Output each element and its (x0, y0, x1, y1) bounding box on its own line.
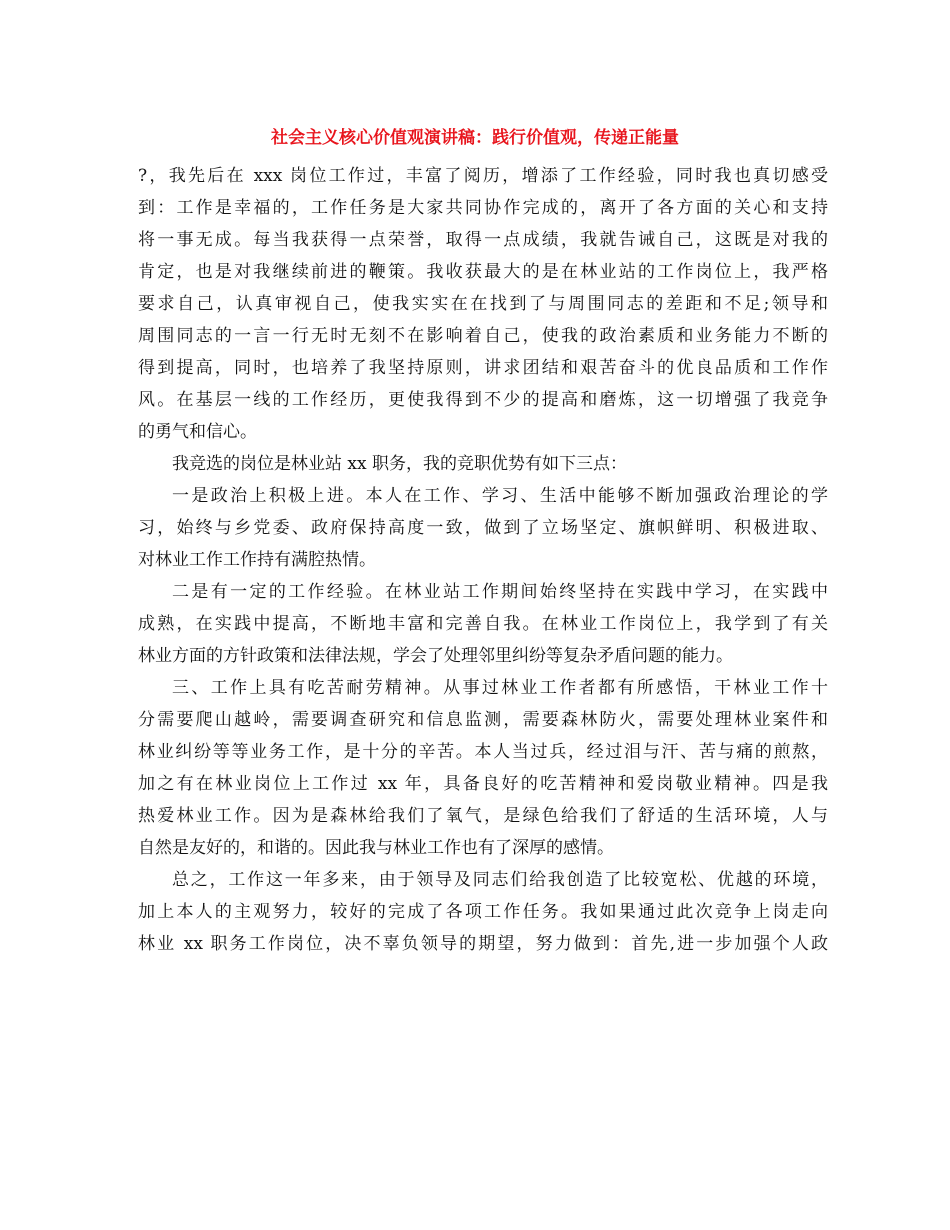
text-line: 的勇气和信心。 (138, 422, 257, 442)
text-line: 风。在基层一线的工作经历，更使我得到不少的提高和磨炼，这一切增强了我竞争 (138, 390, 828, 410)
text-line: 加之有在林业岗位上工作过 xx 年，具备良好的吃苦精神和爱岗敬业精神。四是我 (138, 774, 828, 794)
text-line: 习，始终与乡党委、政府保持高度一致，做到了立场坚定、旗帜鲜明、积极进取、 (138, 518, 828, 538)
text-line: ?，我先后在 xxx 岗位工作过，丰富了阅历，增添了工作经验，同时我也真切感受 (138, 166, 828, 186)
text-line: 自然是友好的，和谐的。因此我与林业工作也有了深厚的感情。 (138, 838, 614, 858)
text-line: 二是有一定的工作经验。在林业站工作期间始终坚持在实践中学习，在实践中 (172, 582, 828, 602)
paragraph-6 (138, 864, 828, 960)
text-line: 到：工作是幸福的，工作任务是大家共同协作完成的，离开了各方面的关心和支持 (138, 198, 828, 218)
text-line: 将一事无成。每当我获得一点荣誉，取得一点成绩，我就告诫自己，这既是对我的 (138, 230, 828, 250)
text-line: 成熟，在实践中提高，不断地丰富和完善自我。在林业工作岗位上，我学到了有关 (138, 614, 828, 634)
paragraph-3 (138, 480, 828, 576)
paragraph-1 (138, 160, 828, 448)
text-line: 加上本人的主观努力，较好的完成了各项工作任务。我如果通过此次竞争上岗走向 (138, 902, 828, 922)
paragraph-5 (138, 672, 828, 864)
text-line: 得到提高，同时，也培养了我坚持原则，讲求团结和艰苦奋斗的优良品质和工作作 (138, 358, 828, 378)
text-line: 总之，工作这一年多来，由于领导及同志们给我创造了比较宽松、优越的环境， (172, 870, 828, 890)
text-line: 一是政治上积极上进。本人在工作、学习、生活中能够不断加强政治理论的学 (172, 486, 828, 506)
text-line: 热爱林业工作。因为是森林给我们了氧气，是绿色给我们了舒适的生活环境，人与 (138, 806, 828, 826)
text-line: 对林业工作工作持有满腔热情。 (138, 550, 376, 570)
text-line: 周围同志的一言一行无时无刻不在影响着自己，使我的政治素质和业务能力不断的 (138, 326, 828, 346)
document-title: 社会主义核心价值观演讲稿：践行价值观，传递正能量 (271, 128, 679, 148)
text-line: 肯定，也是对我继续前进的鞭策。我收获最大的是在林业站的工作岗位上，我严格 (138, 262, 828, 282)
paragraph-4 (138, 576, 828, 672)
text-line: 林业纠纷等等业务工作，是十分的辛苦。本人当过兵，经过泪与汗、苦与痛的煎熬， (138, 742, 828, 762)
text-line: 三、工作上具有吃苦耐劳精神。从事过林业工作者都有所感悟，干林业工作十 (172, 678, 828, 698)
text-line: 分需要爬山越岭，需要调查研究和信息监测，需要森林防火，需要处理林业案件和 (138, 710, 828, 730)
paragraph-2 (138, 448, 828, 480)
document-body (138, 160, 828, 960)
text-line: 林业 xx 职务工作岗位，决不辜负领导的期望，努力做到：首先,进一步加强个人政 (138, 934, 828, 954)
text-line: 我竞选的岗位是林业站 xx 职务，我的竞职优势有如下三点： (172, 454, 627, 474)
text-line: 林业方面的方针政策和法律法规，学会了处理邻里纠纷等复杂矛盾问题的能力。 (138, 646, 733, 666)
text-line: 要求自己，认真审视自己，使我实实在在找到了与周围同志的差距和不足;领导和 (138, 294, 828, 314)
